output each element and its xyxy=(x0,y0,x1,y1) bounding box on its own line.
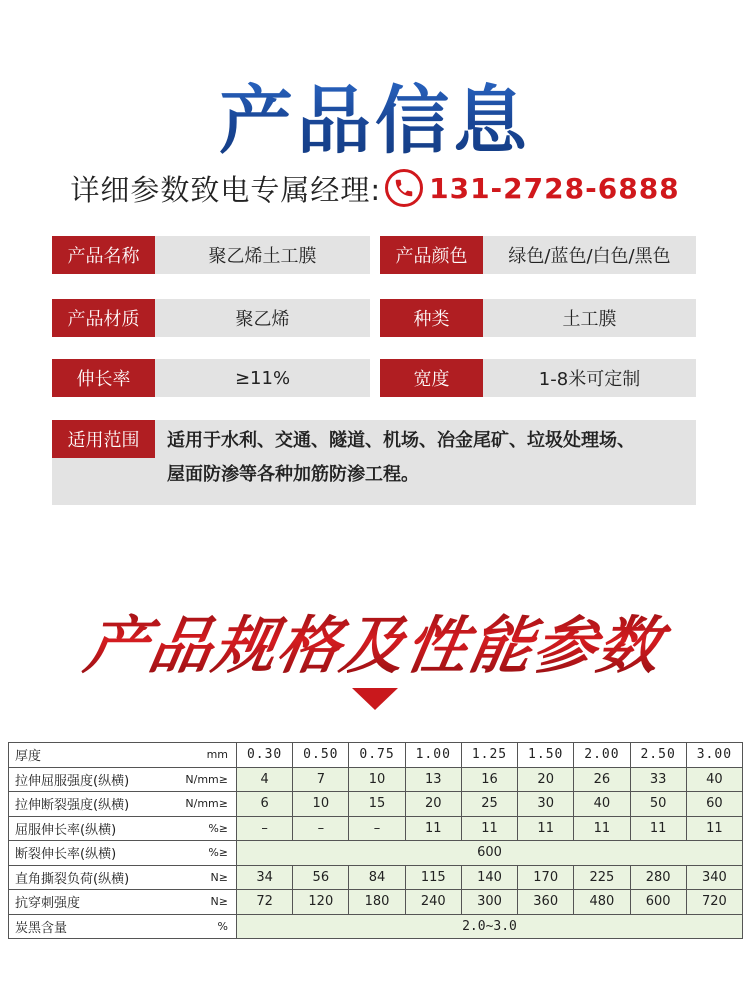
value-cell: 40 xyxy=(686,767,742,792)
value-cell: 15 xyxy=(349,792,405,817)
value-cell: 11 xyxy=(686,816,742,841)
value-cell: 480 xyxy=(574,890,630,915)
value-cell: 6 xyxy=(237,792,293,817)
value-cell: – xyxy=(237,816,293,841)
table-row xyxy=(9,865,743,890)
value-cell: 16 xyxy=(461,767,517,792)
contact-label: 详细参数致电专属经理: xyxy=(70,172,382,207)
value-cell: 170 xyxy=(518,865,574,890)
value-cell: 360 xyxy=(518,890,574,915)
down-arrow-icon xyxy=(352,688,398,710)
spec-title: 产品规格及性能参数 xyxy=(0,596,750,685)
scope-line: 屋面防渗等各种加筋防渗工程。 xyxy=(167,464,419,485)
table-row xyxy=(9,841,743,866)
value-cell: 50 xyxy=(630,792,686,817)
thickness-cell: 1.00 xyxy=(405,743,461,768)
value-cell: 34 xyxy=(237,865,293,890)
table-row xyxy=(9,914,743,939)
thickness-cell: 1.25 xyxy=(461,743,517,768)
value-cell: 11 xyxy=(574,816,630,841)
info-tag: 产品颜色 xyxy=(380,236,483,274)
info-row xyxy=(0,299,750,337)
value-cell: 10 xyxy=(293,792,349,817)
value-cell: 40 xyxy=(574,792,630,817)
info-value: 土工膜 xyxy=(483,299,696,337)
spec-table xyxy=(8,742,743,939)
param-name: 断裂伸长率(纵横) xyxy=(9,841,179,866)
param-name: 拉伸断裂强度(纵横) xyxy=(9,792,179,817)
value-cell: 56 xyxy=(293,865,349,890)
param-unit: %≥ xyxy=(179,816,237,841)
value-cell: 84 xyxy=(349,865,405,890)
value-cell: 240 xyxy=(405,890,461,915)
value-cell: 10 xyxy=(349,767,405,792)
value-cell: 7 xyxy=(293,767,349,792)
product-info-title: 产品信息 xyxy=(0,62,750,168)
value-cell: 115 xyxy=(405,865,461,890)
value-cell: 720 xyxy=(686,890,742,915)
value-cell: 180 xyxy=(349,890,405,915)
param-name: 屈服伸长率(纵横) xyxy=(9,816,179,841)
info-tag: 产品名称 xyxy=(52,236,155,274)
table-row xyxy=(9,816,743,841)
value-cell: 600 xyxy=(630,890,686,915)
param-name: 厚度 xyxy=(9,743,179,768)
value-cell: – xyxy=(349,816,405,841)
param-unit: %≥ xyxy=(179,841,237,866)
param-name: 直角撕裂负荷(纵横) xyxy=(9,865,179,890)
value-cell: 280 xyxy=(630,865,686,890)
info-tag: 宽度 xyxy=(380,359,483,397)
table-row xyxy=(9,890,743,915)
info-tag: 伸长率 xyxy=(52,359,155,397)
thickness-cell: 1.50 xyxy=(518,743,574,768)
value-cell: – xyxy=(293,816,349,841)
value-cell: 225 xyxy=(574,865,630,890)
thickness-cell: 0.50 xyxy=(293,743,349,768)
param-unit: % xyxy=(179,914,237,939)
value-cell: 72 xyxy=(237,890,293,915)
info-tag: 产品材质 xyxy=(52,299,155,337)
param-unit: N/mm≥ xyxy=(179,767,237,792)
thickness-cell: 2.50 xyxy=(630,743,686,768)
scope-tag: 适用范围 xyxy=(52,420,155,458)
contact-line xyxy=(0,166,750,210)
thickness-cell: 3.00 xyxy=(686,743,742,768)
scope-text xyxy=(167,424,687,492)
param-name: 拉伸屈服强度(纵横) xyxy=(9,767,179,792)
table-header-row xyxy=(9,743,743,768)
value-cell: 11 xyxy=(461,816,517,841)
info-row xyxy=(0,236,750,274)
value-cell: 120 xyxy=(293,890,349,915)
param-unit: N/mm≥ xyxy=(179,792,237,817)
value-cell: 20 xyxy=(518,767,574,792)
merged-value-cell: 600 xyxy=(237,841,743,866)
value-cell: 26 xyxy=(574,767,630,792)
value-cell: 300 xyxy=(461,890,517,915)
value-cell: 11 xyxy=(405,816,461,841)
value-cell: 20 xyxy=(405,792,461,817)
param-name: 抗穿刺强度 xyxy=(9,890,179,915)
phone-number[interactable]: 131-2728-6888 xyxy=(429,171,680,205)
thickness-cell: 2.00 xyxy=(574,743,630,768)
value-cell: 140 xyxy=(461,865,517,890)
thickness-cell: 0.30 xyxy=(237,743,293,768)
value-cell: 4 xyxy=(237,767,293,792)
param-unit: N≥ xyxy=(179,865,237,890)
value-cell: 11 xyxy=(630,816,686,841)
param-unit: mm xyxy=(179,743,237,768)
merged-value-cell: 2.0~3.0 xyxy=(237,914,743,939)
scope-line: 适用于水利、交通、隧道、机场、冶金尾矿、垃圾处理场、 xyxy=(167,430,635,451)
value-cell: 33 xyxy=(630,767,686,792)
param-unit: N≥ xyxy=(179,890,237,915)
value-cell: 60 xyxy=(686,792,742,817)
thickness-cell: 0.75 xyxy=(349,743,405,768)
value-cell: 25 xyxy=(461,792,517,817)
value-cell: 13 xyxy=(405,767,461,792)
info-value: 聚乙烯 xyxy=(155,299,370,337)
table-row xyxy=(9,767,743,792)
info-value: 绿色/蓝色/白色/黑色 xyxy=(483,236,696,274)
param-name: 炭黑含量 xyxy=(9,914,179,939)
info-row xyxy=(0,359,750,397)
info-value: ≥11% xyxy=(155,359,370,397)
info-tag: 种类 xyxy=(380,299,483,337)
value-cell: 30 xyxy=(518,792,574,817)
info-value: 聚乙烯土工膜 xyxy=(155,236,370,274)
value-cell: 340 xyxy=(686,865,742,890)
info-value: 1-8米可定制 xyxy=(483,359,696,397)
table-row xyxy=(9,792,743,817)
phone-icon xyxy=(385,169,423,207)
value-cell: 11 xyxy=(518,816,574,841)
